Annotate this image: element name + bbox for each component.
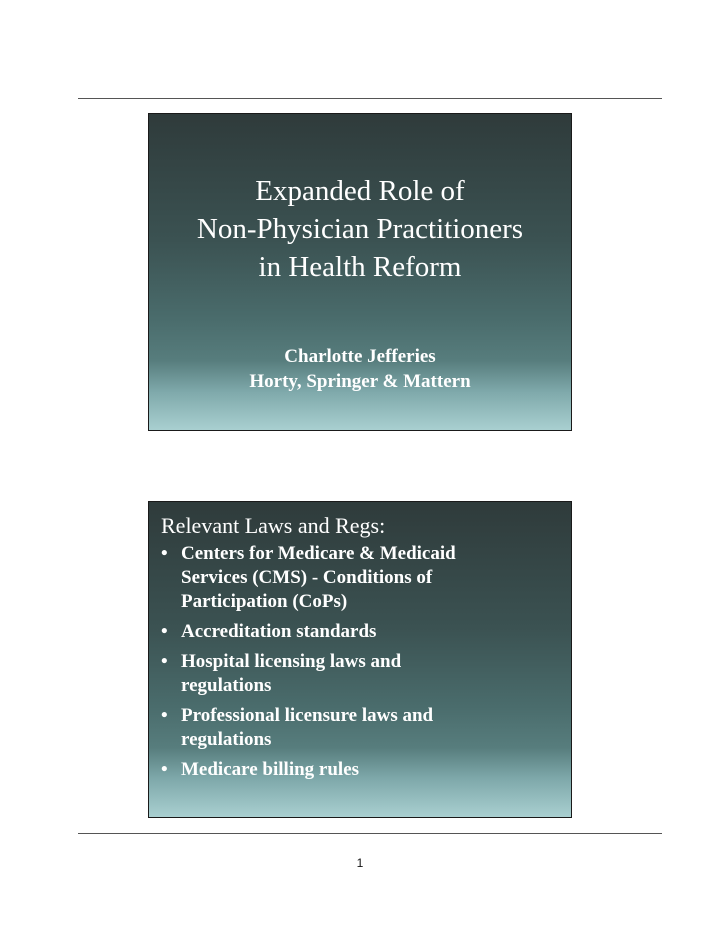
bullet-item: [161, 704, 563, 752]
bullet-line: Professional licensure laws and: [181, 705, 434, 726]
bullet-line: Medicare billing rules: [181, 759, 360, 780]
bullet-icon: •: [161, 543, 168, 564]
bullet-item: [161, 650, 563, 698]
bullet-line: Participation (CoPs): [181, 591, 348, 612]
title-line: in Health Reform: [258, 251, 462, 283]
bullet-icon: •: [161, 705, 168, 726]
slide-heading: Relevant Laws and Regs:: [161, 513, 386, 538]
bullet-item: [161, 758, 563, 782]
presenter-firm: Horty, Springer & Mattern: [249, 371, 471, 392]
bullet-item: [161, 620, 563, 644]
top-rule: [78, 98, 662, 99]
bullet-item: [161, 542, 563, 614]
page-number: 1: [356, 856, 364, 870]
bullet-line: Centers for Medicare & Medicaid: [181, 543, 456, 564]
bullet-list: [161, 542, 563, 788]
bullet-line: Hospital licensing laws and: [181, 651, 402, 672]
bullet-line: regulations: [181, 675, 272, 696]
presentation-title: [149, 172, 571, 286]
presenter-info: [149, 344, 571, 394]
bullet-line: Services (CMS) - Conditions of: [181, 567, 433, 588]
bullet-line: Accreditation standards: [181, 621, 377, 642]
presenter-name: Charlotte Jefferies: [284, 346, 436, 367]
bullet-icon: •: [161, 621, 168, 642]
bottom-rule: [78, 833, 662, 834]
bullet-line: regulations: [181, 729, 272, 750]
slide-relevant-laws: [148, 501, 572, 818]
bullet-icon: •: [161, 651, 168, 672]
title-line: Expanded Role of: [255, 175, 465, 207]
bullet-icon: •: [161, 759, 168, 780]
title-line: Non-Physician Practitioners: [196, 213, 524, 245]
slide-title: [148, 113, 572, 431]
